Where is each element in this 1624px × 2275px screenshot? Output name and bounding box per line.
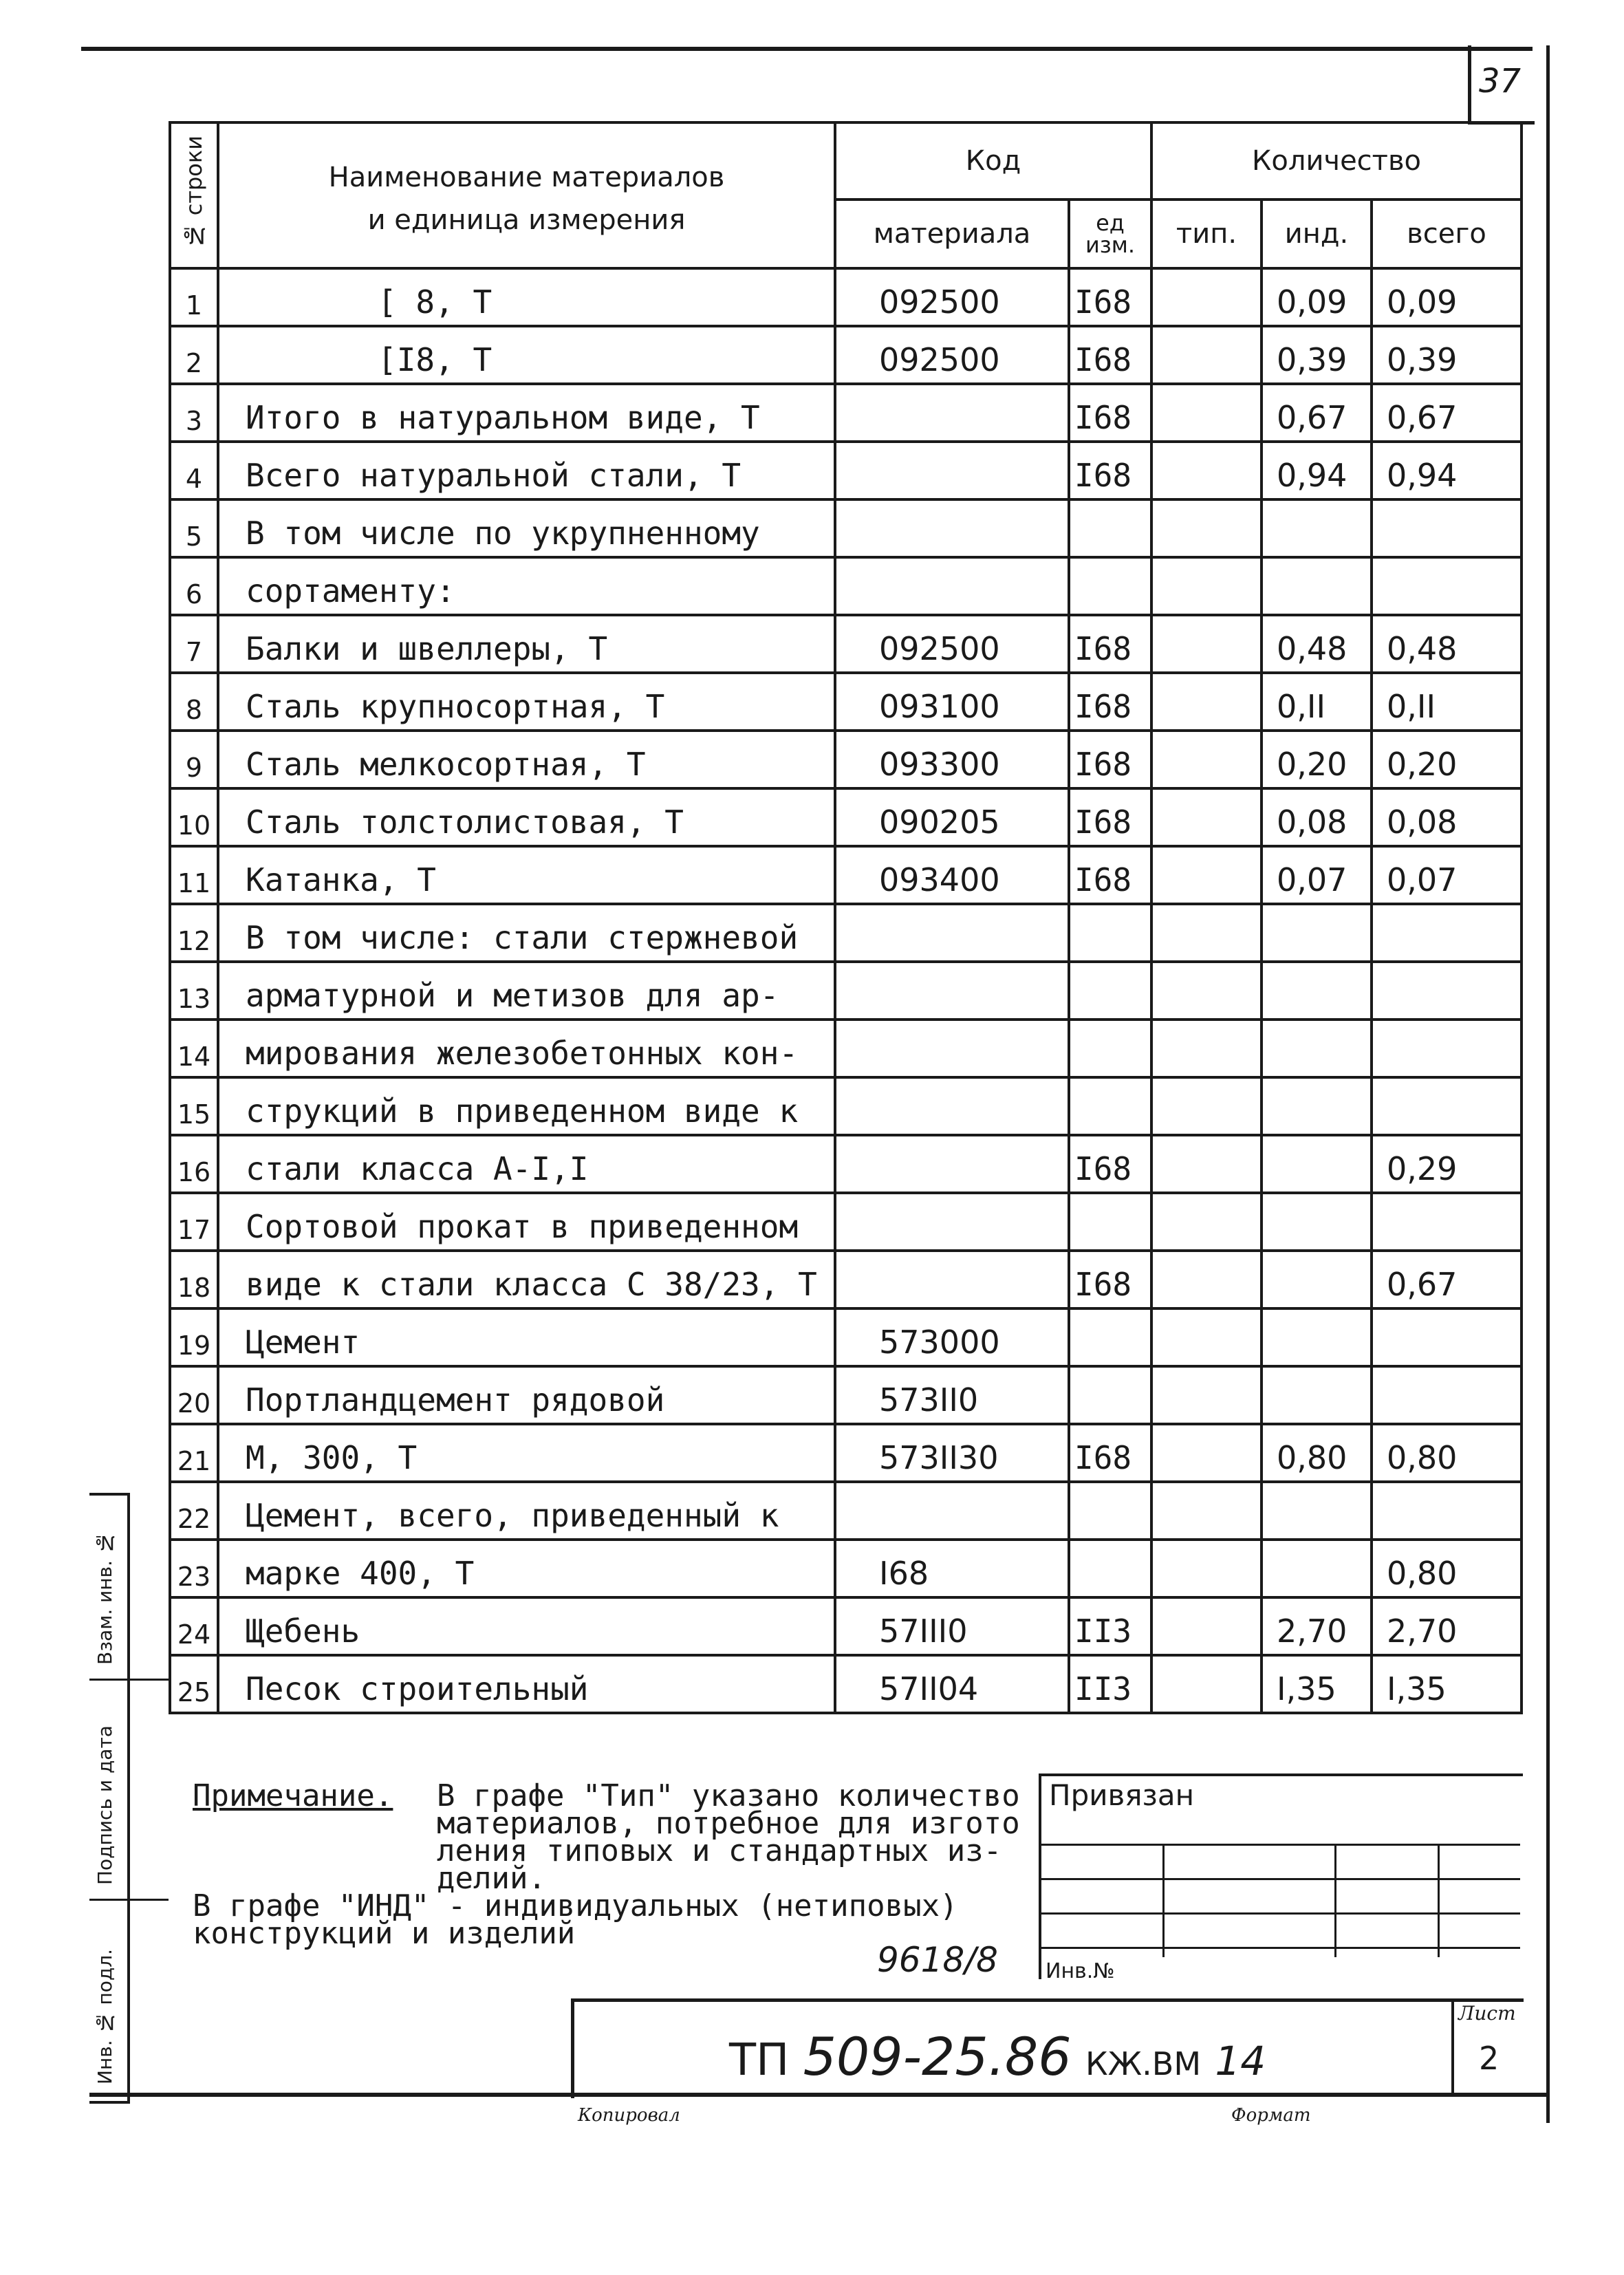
qty-typ xyxy=(1151,1482,1262,1540)
table-row xyxy=(170,1366,1522,1424)
qty-total: 0,39 xyxy=(1372,326,1522,384)
material-name: мирования железобетонных кон- xyxy=(218,1020,835,1077)
qty-total xyxy=(1372,1077,1522,1135)
side-label-podpis: Подпись и дата xyxy=(94,1725,116,1885)
qty-typ xyxy=(1151,846,1262,904)
material-name: Сортовой прокат в приведенном xyxy=(218,1193,835,1251)
unit-code: II3 xyxy=(1069,1655,1151,1713)
qty-total: 0,94 xyxy=(1372,442,1522,499)
material-name: Итого в натуральном виде, Т xyxy=(218,384,835,442)
material-name: Балки и швеллеры, Т xyxy=(218,615,835,673)
material-code xyxy=(835,499,1069,557)
material-code: 57II04 xyxy=(835,1655,1069,1713)
qty-typ xyxy=(1151,788,1262,846)
qty-ind xyxy=(1262,1366,1372,1424)
qty-total: 0,29 xyxy=(1372,1135,1522,1193)
row-number: 12 xyxy=(170,904,218,962)
material-code xyxy=(835,1020,1069,1077)
table-row xyxy=(170,268,1522,326)
material-code: 093300 xyxy=(835,731,1069,788)
material-name: виде к стали класса С 38/23, Т xyxy=(218,1251,835,1308)
material-name: [I8, Т xyxy=(218,326,835,384)
material-name: Сталь мелкосортная, Т xyxy=(218,731,835,788)
qty-ind: 0,07 xyxy=(1262,846,1372,904)
qty-total: 0,20 xyxy=(1372,731,1522,788)
qty-typ xyxy=(1151,1135,1262,1193)
material-code: 573II30 xyxy=(835,1424,1069,1482)
unit-code: I68 xyxy=(1069,384,1151,442)
qty-ind xyxy=(1262,1251,1372,1308)
qty-ind: 0,20 xyxy=(1262,731,1372,788)
row-number: 10 xyxy=(170,788,218,846)
material-code xyxy=(835,1077,1069,1135)
qty-total: 0,48 xyxy=(1372,615,1522,673)
qty-ind: 0,48 xyxy=(1262,615,1372,673)
note-line-5: В графе "ИНД" - индивидуальных (нетиповых) xyxy=(193,1888,958,1923)
qty-ind: 0,II xyxy=(1262,673,1372,731)
code-handwritten: 14 xyxy=(1215,2038,1266,2084)
grid-line xyxy=(1039,1844,1520,1846)
row-number: 13 xyxy=(170,962,218,1020)
material-code: 090205 xyxy=(835,788,1069,846)
row-number: 20 xyxy=(170,1366,218,1424)
page-number: 37 xyxy=(1479,62,1522,100)
row-number: 15 xyxy=(170,1077,218,1135)
material-name: Щебень xyxy=(218,1597,835,1655)
qty-typ xyxy=(1151,384,1262,442)
material-code xyxy=(835,557,1069,615)
material-code xyxy=(835,1135,1069,1193)
material-code: 093400 xyxy=(835,846,1069,904)
code-suffix: КЖ.ВМ xyxy=(1085,2045,1202,2082)
unit-code xyxy=(1069,1482,1151,1540)
table-row xyxy=(170,846,1522,904)
grid-line xyxy=(1438,1844,1440,1957)
qty-ind xyxy=(1262,1482,1372,1540)
qty-typ xyxy=(1151,1193,1262,1251)
material-name: Песок строительный xyxy=(218,1655,835,1713)
qty-ind xyxy=(1262,557,1372,615)
qty-ind: 0,80 xyxy=(1262,1424,1372,1482)
row-number: 17 xyxy=(170,1193,218,1251)
qty-typ xyxy=(1151,731,1262,788)
side-label-inv-podl: Инв. № подл. xyxy=(94,1948,116,2084)
note-title: Примечание. xyxy=(193,1778,393,1813)
qty-ind: 0,94 xyxy=(1262,442,1372,499)
material-name: Всего натуральной стали, Т xyxy=(218,442,835,499)
header-code-material: материала xyxy=(835,200,1069,268)
qty-typ xyxy=(1151,1540,1262,1597)
qty-total: 0,II xyxy=(1372,673,1522,731)
unit-code xyxy=(1069,1020,1151,1077)
qty-ind xyxy=(1262,1020,1372,1077)
grid-line xyxy=(1162,1844,1165,1957)
row-number: 23 xyxy=(170,1540,218,1597)
material-code: 092500 xyxy=(835,615,1069,673)
table-row xyxy=(170,557,1522,615)
material-code xyxy=(835,1251,1069,1308)
table-row xyxy=(170,326,1522,384)
table-row xyxy=(170,384,1522,442)
material-name: марке 400, Т xyxy=(218,1540,835,1597)
qty-typ xyxy=(1151,1308,1262,1366)
qty-typ xyxy=(1151,499,1262,557)
qty-total xyxy=(1372,1193,1522,1251)
footer-format: Формат xyxy=(1231,2105,1311,2126)
qty-total: 0,67 xyxy=(1372,384,1522,442)
row-number: 4 xyxy=(170,442,218,499)
grid-line xyxy=(1334,1844,1336,1957)
material-name: Портландцемент рядовой xyxy=(218,1366,835,1424)
qty-ind xyxy=(1262,962,1372,1020)
note-line-3: ления типовых и стандартных из- xyxy=(437,1833,1002,1868)
unit-code: I68 xyxy=(1069,731,1151,788)
qty-typ xyxy=(1151,615,1262,673)
material-code xyxy=(835,904,1069,962)
unit-code: I68 xyxy=(1069,442,1151,499)
note-line-1: В графе "Тип" указано количество xyxy=(437,1778,1020,1813)
row-number: 2 xyxy=(170,326,218,384)
right-border-line xyxy=(1546,45,1550,2123)
unit-code xyxy=(1069,499,1151,557)
qty-total: 0,08 xyxy=(1372,788,1522,846)
header-qty-total: всего xyxy=(1372,200,1522,268)
footer-copied: Копировал xyxy=(578,2105,680,2126)
qty-ind xyxy=(1262,1135,1372,1193)
unit-code: I68 xyxy=(1069,268,1151,326)
qty-typ xyxy=(1151,557,1262,615)
qty-total xyxy=(1372,557,1522,615)
material-code xyxy=(835,442,1069,499)
table-row xyxy=(170,1597,1522,1655)
sheet-number: 2 xyxy=(1479,2040,1500,2077)
unit-code xyxy=(1069,1366,1151,1424)
qty-ind: I,35 xyxy=(1262,1655,1372,1713)
qty-typ xyxy=(1151,673,1262,731)
handwritten-number: 9618/8 xyxy=(877,1940,998,1980)
table-row xyxy=(170,1540,1522,1597)
unit-code xyxy=(1069,557,1151,615)
table-row xyxy=(170,1077,1522,1135)
material-name: Цемент xyxy=(218,1308,835,1366)
bottom-border-line xyxy=(89,2093,1548,2097)
table-row xyxy=(170,442,1522,499)
row-number: 1 xyxy=(170,268,218,326)
unit-code: II3 xyxy=(1069,1597,1151,1655)
qty-ind: 0,08 xyxy=(1262,788,1372,846)
material-name: арматурной и метизов для ар- xyxy=(218,962,835,1020)
qty-total xyxy=(1372,1020,1522,1077)
material-name: сортаменту: xyxy=(218,557,835,615)
header-qty: Количество xyxy=(1151,122,1522,200)
qty-ind xyxy=(1262,1193,1372,1251)
qty-typ xyxy=(1151,962,1262,1020)
qty-typ xyxy=(1151,1251,1262,1308)
table-row xyxy=(170,962,1522,1020)
qty-typ xyxy=(1151,268,1262,326)
table-row xyxy=(170,1308,1522,1366)
qty-typ xyxy=(1151,1020,1262,1077)
table-row xyxy=(170,1482,1522,1540)
side-label-vzam: Взам. инв. № xyxy=(94,1531,116,1665)
qty-total: 2,70 xyxy=(1372,1597,1522,1655)
material-name: Сталь крупносортная, Т xyxy=(218,673,835,731)
sheet-label: Лист xyxy=(1458,2002,1516,2025)
qty-typ xyxy=(1151,1655,1262,1713)
unit-code: I68 xyxy=(1069,788,1151,846)
material-code: 092500 xyxy=(835,268,1069,326)
row-number: 18 xyxy=(170,1251,218,1308)
material-code xyxy=(835,1193,1069,1251)
table-row xyxy=(170,615,1522,673)
table-row xyxy=(170,1135,1522,1193)
material-name: струкций в приведенном виде к xyxy=(218,1077,835,1135)
qty-ind xyxy=(1262,904,1372,962)
unit-code xyxy=(1069,962,1151,1020)
qty-total: 0,80 xyxy=(1372,1424,1522,1482)
unit-code xyxy=(1069,1193,1151,1251)
header-qty-typ: тип. xyxy=(1151,200,1262,268)
qty-ind xyxy=(1262,1077,1372,1135)
row-number: 21 xyxy=(170,1424,218,1482)
row-number: 3 xyxy=(170,384,218,442)
material-name: Цемент, всего, приведенный к xyxy=(218,1482,835,1540)
unit-code: I68 xyxy=(1069,1251,1151,1308)
qty-total xyxy=(1372,499,1522,557)
material-code: 573000 xyxy=(835,1308,1069,1366)
material-code: 093100 xyxy=(835,673,1069,731)
qty-typ xyxy=(1151,1366,1262,1424)
material-name: Катанка, Т xyxy=(218,846,835,904)
grid-line xyxy=(1039,1878,1520,1880)
attached-label: Привязан xyxy=(1049,1778,1195,1812)
qty-ind: 0,67 xyxy=(1262,384,1372,442)
row-number: 6 xyxy=(170,557,218,615)
table-row xyxy=(170,1655,1522,1713)
header-rowno: № строки xyxy=(170,122,218,268)
row-number: 22 xyxy=(170,1482,218,1540)
table-row xyxy=(170,673,1522,731)
qty-typ xyxy=(1151,326,1262,384)
grid-line xyxy=(1039,1912,1520,1915)
note-line-4: делий. xyxy=(437,1861,546,1896)
material-code xyxy=(835,1482,1069,1540)
qty-total xyxy=(1372,904,1522,962)
material-code: I68 xyxy=(835,1540,1069,1597)
note-line-2: материалов, потребное для изгото xyxy=(437,1806,1020,1841)
material-name: стали класса А-I,I xyxy=(218,1135,835,1193)
row-number: 24 xyxy=(170,1597,218,1655)
unit-code: I68 xyxy=(1069,1135,1151,1193)
row-number: 8 xyxy=(170,673,218,731)
material-code: 57III0 xyxy=(835,1597,1069,1655)
qty-ind: 0,39 xyxy=(1262,326,1372,384)
material-name: [ 8, Т xyxy=(218,268,835,326)
material-name: В том числе по укрупненному xyxy=(218,499,835,557)
qty-total: 0,09 xyxy=(1372,268,1522,326)
unit-code: I68 xyxy=(1069,846,1151,904)
table-row xyxy=(170,499,1522,557)
note-line-6: конструкций и изделий xyxy=(193,1916,576,1951)
row-number: 19 xyxy=(170,1308,218,1366)
qty-ind xyxy=(1262,1540,1372,1597)
inventory-label: Инв.№ xyxy=(1046,1959,1115,1983)
grid-line xyxy=(89,1899,169,1901)
qty-total xyxy=(1372,1308,1522,1366)
qty-total: 0,07 xyxy=(1372,846,1522,904)
row-number: 11 xyxy=(170,846,218,904)
table-row xyxy=(170,1193,1522,1251)
code-prefix: ТП xyxy=(729,2035,790,2086)
row-number: 9 xyxy=(170,731,218,788)
qty-typ xyxy=(1151,904,1262,962)
material-name: М, 300, Т xyxy=(218,1424,835,1482)
qty-ind: 0,09 xyxy=(1262,268,1372,326)
qty-ind xyxy=(1262,499,1372,557)
qty-typ xyxy=(1151,1424,1262,1482)
unit-code xyxy=(1069,904,1151,962)
qty-total xyxy=(1372,1482,1522,1540)
row-number: 25 xyxy=(170,1655,218,1713)
row-number: 16 xyxy=(170,1135,218,1193)
unit-code xyxy=(1069,1540,1151,1597)
qty-total: 0,67 xyxy=(1372,1251,1522,1308)
row-number: 7 xyxy=(170,615,218,673)
table-row xyxy=(170,1424,1522,1482)
qty-ind xyxy=(1262,1308,1372,1366)
material-name: Сталь толстолистовая, Т xyxy=(218,788,835,846)
unit-code: I68 xyxy=(1069,615,1151,673)
materials-table xyxy=(169,121,1523,1714)
header-name: Наименование материалов и единица измерения xyxy=(218,122,835,268)
material-name: В том числе: стали стержневой xyxy=(218,904,835,962)
qty-total xyxy=(1372,962,1522,1020)
table-row xyxy=(170,1251,1522,1308)
top-border-line xyxy=(81,47,1533,51)
table-row xyxy=(170,1020,1522,1077)
qty-total xyxy=(1372,1366,1522,1424)
document-code xyxy=(729,2026,1266,2087)
row-number: 5 xyxy=(170,499,218,557)
qty-total: 0,80 xyxy=(1372,1540,1522,1597)
code-main: 509-25.86 xyxy=(803,2026,1072,2087)
unit-code: I68 xyxy=(1069,326,1151,384)
qty-total: I,35 xyxy=(1372,1655,1522,1713)
qty-typ xyxy=(1151,1077,1262,1135)
header-code-unit: ед изм. xyxy=(1069,200,1151,268)
row-number: 14 xyxy=(170,1020,218,1077)
material-code: 092500 xyxy=(835,326,1069,384)
header-code: Код xyxy=(835,122,1151,200)
qty-ind: 2,70 xyxy=(1262,1597,1372,1655)
table-row xyxy=(170,904,1522,962)
material-code: 573II0 xyxy=(835,1366,1069,1424)
material-code xyxy=(835,962,1069,1020)
grid-line xyxy=(1039,1947,1520,1949)
table-row xyxy=(170,788,1522,846)
unit-code xyxy=(1069,1077,1151,1135)
qty-typ xyxy=(1151,1597,1262,1655)
table-row xyxy=(170,731,1522,788)
grid-line xyxy=(89,1679,169,1681)
header-qty-ind: инд. xyxy=(1262,200,1372,268)
unit-code xyxy=(1069,1308,1151,1366)
unit-code: I68 xyxy=(1069,673,1151,731)
material-code xyxy=(835,384,1069,442)
unit-code: I68 xyxy=(1069,1424,1151,1482)
qty-typ xyxy=(1151,442,1262,499)
